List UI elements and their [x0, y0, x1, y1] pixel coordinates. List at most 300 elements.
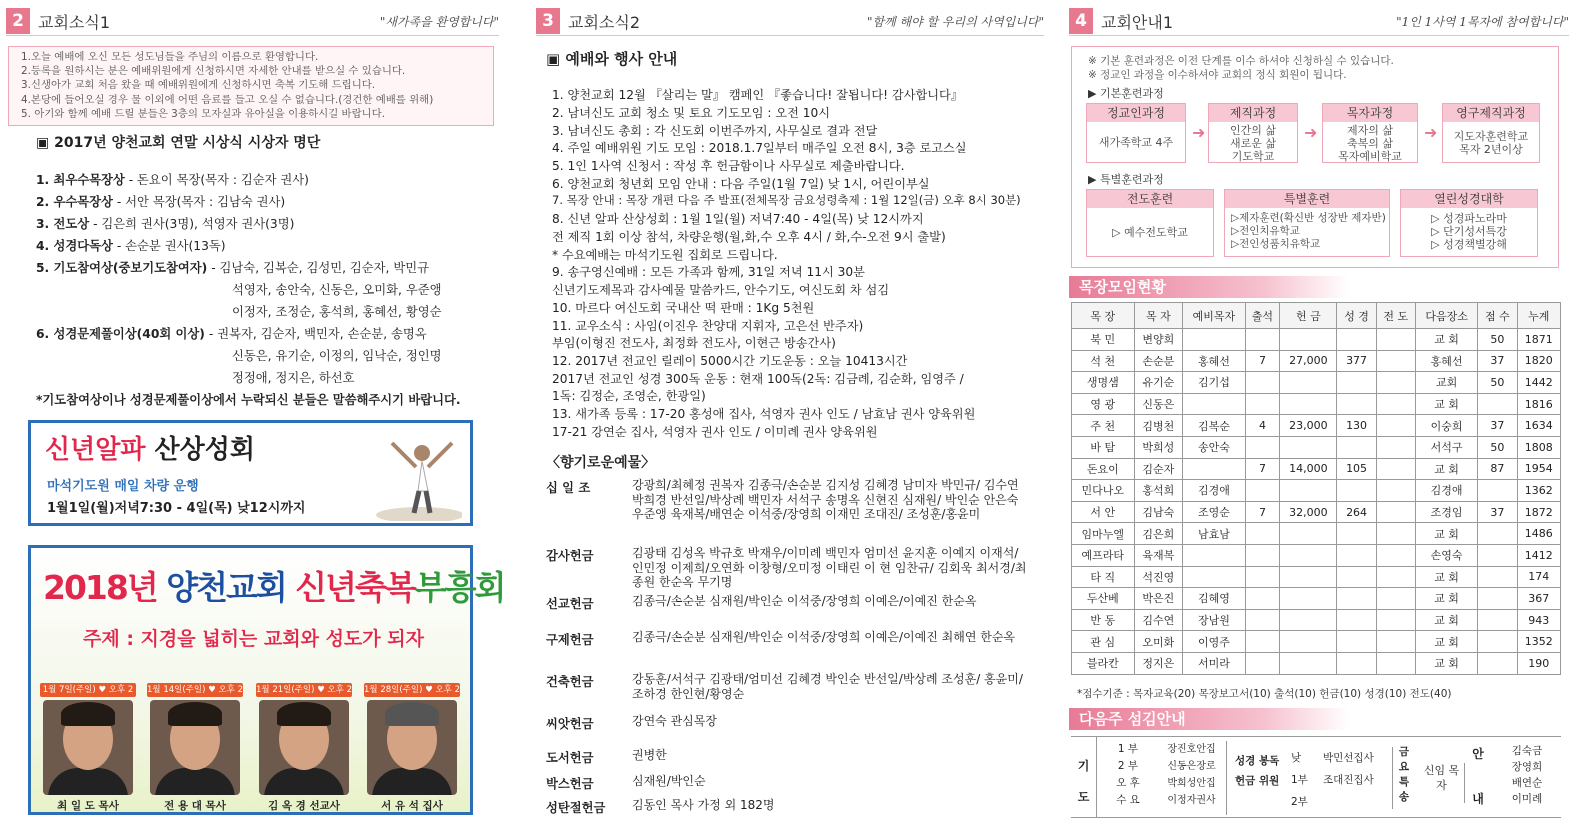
table-cell: [1376, 458, 1415, 480]
table-cell: 육재복: [1134, 544, 1183, 566]
section-header: [6, 8, 499, 36]
table-cell: [1337, 566, 1376, 588]
table-cell: 교 회: [1415, 523, 1478, 545]
table-cell: 변양희: [1134, 329, 1183, 351]
offering-label: 씨앗헌금: [546, 717, 594, 731]
table-cell: [1183, 393, 1246, 415]
table-row: [1072, 350, 1561, 372]
notice-line: 4.본당에 들어오실 경우 물 이외에 어떤 음료를 들고 오실 수 없습니다.(경건한 예배를 위해): [21, 93, 434, 106]
special-track: 특별훈련 ▷제자훈련(확신반 성장반 제자반) ▷전인치유학교 ▷전인성품치유학교: [1224, 189, 1390, 257]
table-cell: [1337, 329, 1376, 351]
table-row: [1072, 544, 1561, 566]
section-motto: "함께 해야 할 우리의 사역입니다": [867, 15, 1044, 29]
table-cell: [1245, 631, 1280, 653]
table-cell: 1871: [1517, 329, 1561, 351]
service-list: 1 부 2 부 오 후 수 요: [1116, 743, 1140, 806]
table-cell: 190: [1517, 652, 1561, 674]
table-cell: [1280, 329, 1337, 351]
table-cell: 7: [1245, 501, 1280, 523]
page-column-church-news-2: [530, 0, 1050, 830]
table-cell: 37: [1478, 350, 1517, 372]
table-cell: 홍석희: [1134, 480, 1183, 502]
service-people: 장진호안집 신동은장로 박희성안집 이정자권사: [1157, 741, 1227, 815]
new-leader-label: 신임 목자: [1419, 763, 1465, 803]
event-line: 전 제직 1회 이상 참석, 차량운행(월,화,수 오후 4시 / 화,수-오전 9시 출발): [552, 230, 946, 244]
award-line: 5. 기도참여상(중보기도참여자) - 김남숙, 김복순, 김성민, 김순자, 박민규: [36, 261, 430, 275]
table-cell: 1352: [1517, 631, 1561, 653]
table-cell: 유기순: [1134, 372, 1183, 394]
table-cell: 1442: [1517, 372, 1561, 394]
table-cell: [1280, 631, 1337, 653]
table-cell: 7: [1245, 458, 1280, 480]
speaker-photo: [43, 700, 133, 795]
table-cell: 김남숙: [1134, 501, 1183, 523]
table-cell: 7: [1245, 350, 1280, 372]
table-cell: 105: [1337, 458, 1376, 480]
event-line: 8. 신년 알파 산상성회 : 1월 1일(월) 저녁7:40 - 4일(목) 낮 12시까지: [552, 212, 924, 226]
offering-label: 선교헌금: [546, 597, 594, 611]
table-cell: [1337, 393, 1376, 415]
table-cell: 1362: [1517, 480, 1561, 502]
table-cell: [1478, 544, 1517, 566]
table-cell: 예프라타: [1072, 544, 1135, 566]
table-cell: 교 회: [1415, 631, 1478, 653]
event-line: 17-21 강연순 집사, 석영자 권사 인도 / 이미례 권사 양육위원: [552, 425, 878, 439]
training-note: ※ 기본 훈련과정은 이전 단계를 이수 하셔야 신청하실 수 있습니다.: [1088, 55, 1394, 67]
event-line: 10. 마르다 여신도회 국내산 떡 판매 : 1Kg 5천원: [552, 301, 815, 315]
column-header: 헌 금: [1280, 303, 1337, 329]
table-row: [1072, 652, 1561, 674]
column-header: 점 수: [1478, 303, 1517, 329]
section-header: [1069, 8, 1569, 36]
special-track: 열린성경대학 ▷ 성경파노라마 ▷ 단기성서특강 ▷ 성경책별강해: [1400, 189, 1538, 257]
banner-line: 1월1일(월)저녁7:30 - 4일(목) 낮12시까지: [47, 501, 306, 516]
table-cell: 생명샘: [1072, 372, 1135, 394]
table-cell: [1280, 544, 1337, 566]
notice-line: 5. 아기와 함께 예배 드릴 분들은 3층의 모자실과 유아실을 이용하시길 바랍니다.: [21, 107, 386, 120]
mokjang-status-table: [1071, 302, 1561, 675]
offering-label: 구제헌금: [546, 633, 594, 647]
column-header: 누계: [1517, 303, 1561, 329]
event-line: 신년기도제목과 감사예물 말씀카드, 안수기도, 여신도회 차 섬김: [552, 283, 890, 297]
arrow-right-icon: ➜: [1192, 123, 1206, 142]
welcome-notice-box: [8, 46, 494, 126]
section-header: [536, 8, 1044, 36]
table-cell: 264: [1337, 501, 1376, 523]
table-cell: [1478, 588, 1517, 610]
offering-label: 감사헌금: [546, 549, 594, 563]
table-cell: 50: [1478, 372, 1517, 394]
offering-label: 성탄절헌금: [546, 801, 606, 815]
table-cell: [1376, 566, 1415, 588]
event-line: 2. 남녀신도 교회 청소 및 토요 기도모임 : 오전 10시: [552, 106, 831, 120]
table-cell: 김병천: [1134, 415, 1183, 437]
table-cell: [1337, 588, 1376, 610]
event-line: 7. 목장 안내 : 목장 개편 다음 주 발표(전체목장 금요성령축제 : 1월 12일(금) 오후 8시 30분): [552, 193, 1021, 207]
speaker-photo: [150, 700, 240, 795]
basic-course-label: ▶ 기본훈련과정: [1088, 87, 1164, 100]
table-cell: [1376, 329, 1415, 351]
table-cell: 서미라: [1183, 652, 1246, 674]
table-cell: [1245, 523, 1280, 545]
table-cell: [1245, 393, 1280, 415]
event-line: 1. 양천교회 12월 『살리는 말』 캠페인 『좋습니다! 잘됩니다! 감사합니다』: [552, 88, 963, 102]
special-track: 전도훈련 ▷ 예수전도학교: [1086, 189, 1214, 257]
table-cell: [1183, 544, 1246, 566]
table-row: [1072, 458, 1561, 480]
table-cell: [1478, 609, 1517, 631]
speaker-name: 김 옥 경 선교사: [268, 800, 340, 812]
table-cell: 1808: [1517, 436, 1561, 458]
column-header: 출석: [1245, 303, 1280, 329]
table-cell: [1280, 480, 1337, 502]
basic-track: 영구제직과정 지도자훈련학교 목자 2년이상: [1442, 103, 1540, 163]
table-cell: 박희성: [1134, 436, 1183, 458]
table-cell: [1245, 436, 1280, 458]
table-cell: [1280, 588, 1337, 610]
table-cell: 1816: [1517, 393, 1561, 415]
section-number: 4: [1069, 8, 1093, 34]
section-title: 교회안내1: [1101, 13, 1174, 32]
table-cell: [1478, 480, 1517, 502]
offering-row: [546, 478, 1046, 536]
table-cell: [1376, 588, 1415, 610]
offering-row: [546, 546, 1046, 590]
offering-names: 강동훈/서석구 김광태/엄미선 김혜경 박인순 반선일/박상례 조성훈/ 홍윤미/조하경 한인현/황영순: [632, 672, 1023, 701]
section-title: 교회소식2: [568, 13, 641, 32]
table-cell: [1478, 393, 1517, 415]
offering-names: 강연숙 관심목장: [632, 714, 717, 728]
table-cell: 반 동: [1072, 609, 1135, 631]
table-cell: [1280, 436, 1337, 458]
column-header: 목 장: [1072, 303, 1135, 329]
offering-row: [546, 672, 1046, 702]
page-column-church-guide-1: [1063, 0, 1575, 830]
table-row: [1072, 501, 1561, 523]
table-cell: [1376, 415, 1415, 437]
table-cell: 돈요이: [1072, 458, 1135, 480]
table-cell: 1872: [1517, 501, 1561, 523]
table-cell: [1245, 372, 1280, 394]
offering-names: 김동인 목사 가정 외 182명: [632, 798, 775, 812]
training-course-box: [1071, 46, 1559, 268]
table-cell: 교 회: [1415, 566, 1478, 588]
table-cell: 북 민: [1072, 329, 1135, 351]
table-header-row: [1072, 303, 1561, 329]
event-line: 5. 1인 1사역 신청서 : 작성 후 헌금함이나 사무실로 제출바랍니다.: [552, 159, 905, 173]
table-cell: 서 안: [1072, 501, 1135, 523]
table-cell: 서석구: [1415, 436, 1478, 458]
table-cell: 김기섭: [1183, 372, 1246, 394]
table-cell: 50: [1478, 329, 1517, 351]
table-cell: [1280, 393, 1337, 415]
table-cell: [1337, 480, 1376, 502]
table-cell: 석진영: [1134, 566, 1183, 588]
table-cell: 홍혜선: [1183, 350, 1246, 372]
table-cell: [1376, 523, 1415, 545]
next-week-service-table: [1071, 736, 1561, 818]
table-cell: 1486: [1517, 523, 1561, 545]
mokjang-status-heading: 목장모임현황: [1069, 276, 1349, 298]
table-cell: 박은진: [1134, 588, 1183, 610]
award-line: 6. 성경문제풀이상(40회 이상) - 권복자, 김순자, 백민자, 손순분, 송명옥: [36, 327, 427, 341]
speaker-date: 1월 14일(주일) ♥ 오후 2: [147, 685, 243, 695]
offering-row: [546, 748, 1046, 766]
table-row: [1072, 523, 1561, 545]
award-line: 석영자, 송안숙, 신동은, 오미화, 우준앵: [232, 283, 442, 297]
table-cell: 교 회: [1415, 393, 1478, 415]
table-cell: 174: [1517, 566, 1561, 588]
prayer-label: 기 도: [1071, 737, 1097, 817]
section-number: 2: [6, 8, 30, 34]
table-cell: 조경임: [1415, 501, 1478, 523]
event-line: * 수요예배는 마석기도원 집회로 드립니다.: [552, 248, 778, 262]
table-cell: [1337, 372, 1376, 394]
table-cell: 홍혜선: [1415, 350, 1478, 372]
table-cell: 석 천: [1072, 350, 1135, 372]
table-cell: [1376, 480, 1415, 502]
table-cell: [1183, 458, 1246, 480]
table-cell: 32,000: [1280, 501, 1337, 523]
table-cell: 주 천: [1072, 415, 1135, 437]
table-cell: [1183, 329, 1246, 351]
table-cell: [1245, 480, 1280, 502]
notice-line: 3.신생아가 교회 처음 왔을 때 예배위원에게 신청하시면 축복 기도해 드립니다.: [21, 79, 376, 92]
table-cell: [1478, 652, 1517, 674]
award-line: 1. 최우수목장상 - 돈요이 목장(목자 : 김순자 권사): [36, 173, 309, 187]
offering-label: 박스헌금: [546, 777, 594, 791]
table-cell: 교회: [1415, 372, 1478, 394]
event-line: 13. 새가족 등록 : 17-20 홍성애 집사, 석영자 권사 인도 / 남효남 권사 양육위원: [552, 407, 976, 421]
table-cell: 37: [1478, 415, 1517, 437]
table-cell: 37: [1478, 501, 1517, 523]
table-cell: 27,000: [1280, 350, 1337, 372]
table-cell: 김경애: [1415, 480, 1478, 502]
table-cell: [1337, 523, 1376, 545]
column-header: 전 도: [1376, 303, 1415, 329]
table-cell: [1337, 544, 1376, 566]
duty-rows: 낮 1부 2부: [1291, 752, 1308, 808]
speaker-date: 1월 7일(주일) ♥ 오후 2: [40, 683, 136, 697]
guide-people: 김숙금 장영희 배연순 이미례: [1511, 745, 1543, 805]
special-course-label: ▶ 특별훈련과정: [1088, 173, 1164, 186]
speaker-name: 서 유 석 집사: [381, 800, 443, 812]
award-line: 2. 우수목장상 - 서안 목장(목자 : 김남숙 권사): [36, 195, 286, 209]
table-cell: [1245, 652, 1280, 674]
table-cell: [1280, 566, 1337, 588]
table-cell: 관 심: [1072, 631, 1135, 653]
praying-figure-illustration: [372, 429, 462, 521]
table-cell: [1376, 609, 1415, 631]
table-row: [1072, 372, 1561, 394]
table-cell: 조영순: [1183, 501, 1246, 523]
table-row: [1072, 436, 1561, 458]
notice-line: 1.오늘 예배에 오신 모든 성도님들을 주님의 이름으로 환영합니다.: [21, 51, 319, 63]
table-cell: [1245, 566, 1280, 588]
table-cell: [1376, 544, 1415, 566]
event-line: 1독: 김정순, 조영순, 한광일): [552, 389, 706, 403]
table-cell: 23,000: [1280, 415, 1337, 437]
awards-note: *기도참여상이나 성경문제풀이상에서 누락되신 분들은 말씀해주시기 바랍니다.: [36, 393, 461, 407]
page-column-church-news-1: [0, 0, 505, 830]
table-cell: [1376, 652, 1415, 674]
table-cell: 영 광: [1072, 393, 1135, 415]
table-cell: 송안숙: [1183, 436, 1246, 458]
event-line: 9. 송구영신예배 : 모든 가족과 함께, 31일 저녁 11시 30분: [552, 265, 865, 279]
basic-track: 정교인과정 새가족학교 4주: [1086, 103, 1186, 163]
basic-track: 제직과정 인간의 삶 새로운 삶 기도학교: [1208, 103, 1298, 163]
table-cell: [1376, 393, 1415, 415]
table-cell: 김순자: [1134, 458, 1183, 480]
table-cell: [1280, 523, 1337, 545]
table-cell: [1337, 609, 1376, 631]
table-cell: 이숭희: [1415, 415, 1478, 437]
awards-heading: ▣ 2017년 양천교회 연말 시상식 시상자 명단: [36, 135, 321, 151]
table-cell: [1183, 566, 1246, 588]
duty-people: 박민선집사 조대진집사: [1323, 747, 1393, 809]
table-cell: 남효남: [1183, 523, 1246, 545]
section-motto: "새가족을 환영합니다": [379, 15, 499, 29]
friday-special-song-label: 금 요 특 송: [1398, 746, 1410, 803]
table-cell: 김수연: [1134, 609, 1183, 631]
table-cell: [1280, 652, 1337, 674]
offering-row: [546, 798, 1046, 816]
offering-row: [546, 774, 1046, 792]
table-cell: 김경애: [1183, 480, 1246, 502]
offering-label: 건축헌금: [546, 675, 594, 689]
table-row: [1072, 393, 1561, 415]
table-cell: [1245, 329, 1280, 351]
column-header: 다음장소: [1415, 303, 1478, 329]
event-line: 12. 2017년 전교인 릴레이 5000시간 기도운동 : 오늘 10413시간: [552, 354, 908, 368]
event-line: 부임(이형진 전도사, 최정화 전도사, 이현근 방송간사): [552, 336, 836, 350]
speaker-date: 1월 28일(주일) ♥ 오후 2: [364, 685, 460, 695]
table-cell: 신동은: [1134, 393, 1183, 415]
arrow-right-icon: ➜: [1424, 123, 1438, 142]
event-line: 2017년 전교인 성경 300독 운동 : 현재 100독(2독: 김금례, 김순화, 임영주 /: [552, 372, 964, 386]
table-cell: [1337, 436, 1376, 458]
banner-line: 마석기도원 매일 차량 운행: [47, 479, 199, 494]
event-line: 4. 주일 예배위원 기도 모임 : 2018.1.7일부터 매주일 오전 8시, 3층 로고스실: [552, 141, 967, 155]
table-cell: [1478, 523, 1517, 545]
notice-line: 2.등록을 원하시는 분은 예배위원에게 신청하시면 자세한 안내를 받으실 수 있습니다.: [21, 65, 406, 78]
award-line: 정정애, 정지은, 하선호: [232, 371, 355, 385]
offerings-heading: 〈향기로운예물〉: [546, 455, 656, 471]
table-cell: 14,000: [1280, 458, 1337, 480]
column-header: 목 자: [1134, 303, 1183, 329]
table-cell: 민다나오: [1072, 480, 1135, 502]
table-cell: [1337, 631, 1376, 653]
table-cell: 377: [1337, 350, 1376, 372]
table-cell: 교 회: [1415, 329, 1478, 351]
award-line: 신동은, 유기순, 이정의, 임낙순, 정인명: [232, 349, 442, 363]
column-header: 성 경: [1337, 303, 1376, 329]
revival-title: 2018년 양천교회 신년축복부흥회: [43, 568, 505, 607]
guide-label: 안 내: [1472, 747, 1484, 806]
speaker-name: 전 용 대 목사: [164, 800, 226, 812]
table-row: [1072, 631, 1561, 653]
section-motto: "1인 1사역 1목자에 참여합니다": [1396, 15, 1569, 29]
table-cell: 교 회: [1415, 458, 1478, 480]
table-cell: [1337, 652, 1376, 674]
offering-row: [546, 714, 1046, 732]
speaker-photo: [367, 700, 457, 795]
event-line: 3. 남녀신도 총회 : 각 신도회 이번주까지, 사무실로 결과 전달: [552, 124, 878, 138]
event-line: 6. 양천교회 청년회 모임 안내 : 다음 주일(1월 7일) 낮 1시, 어린이부실: [552, 177, 930, 191]
table-cell: 정지은: [1134, 652, 1183, 674]
table-row: [1072, 329, 1561, 351]
award-line: 4. 성경다독상 - 손순분 권사(13독): [36, 239, 226, 253]
table-cell: [1478, 566, 1517, 588]
offering-names: 권병한: [632, 748, 667, 762]
table-cell: 바 탐: [1072, 436, 1135, 458]
table-cell: 두산베: [1072, 588, 1135, 610]
table-cell: 이영주: [1183, 631, 1246, 653]
table-cell: [1376, 372, 1415, 394]
mountain-retreat-banner: [28, 420, 473, 526]
table-cell: 1820: [1517, 350, 1561, 372]
offering-label: 도서헌금: [546, 751, 594, 765]
table-cell: 김은희: [1134, 523, 1183, 545]
revival-theme: 주제 : 지경을 넓히는 교회와 성도가 되자: [83, 628, 424, 650]
table-row: [1072, 609, 1561, 631]
arrow-right-icon: ➜: [1304, 123, 1318, 142]
training-note: ※ 정교인 과정을 이수하셔야 교회의 정식 회원이 됩니다.: [1088, 69, 1347, 81]
table-cell: 장남원: [1183, 609, 1246, 631]
speaker-date: 1월 21일(주일) ♥ 오후 2: [256, 685, 352, 695]
table-cell: [1376, 631, 1415, 653]
table-cell: [1376, 350, 1415, 372]
column-header: 예비목자: [1183, 303, 1246, 329]
table-cell: [1478, 631, 1517, 653]
offering-names: 강광희/최혜정 권복자 김종극/손순분 김지성 김혜경 남미자 박민규/ 김수연 박희경 반선일/박상례 백민자 서석구 송명옥 신현진 심재원/ 박인순 안은숙 우준앵 육재복/배연순 이석중/장영희 이재민 조대진/ 조성훈/홍윤미: [632, 478, 1019, 521]
table-row: [1072, 415, 1561, 437]
table-cell: 타 직: [1072, 566, 1135, 588]
table-cell: 교 회: [1415, 588, 1478, 610]
table-cell: [1376, 501, 1415, 523]
next-week-service-heading: 다음주 섬김안내: [1069, 708, 1349, 730]
table-cell: 블라칸: [1072, 652, 1135, 674]
table-cell: 87: [1478, 458, 1517, 480]
speaker-photo: [259, 700, 349, 795]
offering-row: [546, 630, 1046, 660]
table-cell: [1376, 436, 1415, 458]
table-cell: 교 회: [1415, 609, 1478, 631]
table-cell: 4: [1245, 415, 1280, 437]
table-cell: [1245, 588, 1280, 610]
table-cell: 교 회: [1415, 652, 1478, 674]
section-title: 교회소식1: [38, 13, 111, 32]
offering-names: 심재원/박인순: [632, 774, 706, 788]
table-cell: [1280, 609, 1337, 631]
table-cell: 943: [1517, 609, 1561, 631]
section-number: 3: [536, 8, 560, 34]
table-row: [1072, 480, 1561, 502]
table-cell: 임마누엘: [1072, 523, 1135, 545]
table-row: [1072, 566, 1561, 588]
table-cell: [1245, 544, 1280, 566]
banner-title: 신년알파 산상성회: [45, 435, 255, 465]
table-cell: 1412: [1517, 544, 1561, 566]
basic-track: 목자과정 제자의 삶 축복의 삶 목자예비학교: [1322, 103, 1418, 163]
table-cell: 오미화: [1134, 631, 1183, 653]
table-body: [1072, 329, 1561, 675]
table-cell: 367: [1517, 588, 1561, 610]
table-cell: 손영숙: [1415, 544, 1478, 566]
table-cell: 손순분: [1134, 350, 1183, 372]
offering-names: 김종극/손순분 심재원/박인순 이석중/장영희 이예은/이예진 최해연 한순옥: [632, 630, 1016, 644]
speaker-name: 최 일 도 목사: [57, 800, 119, 812]
